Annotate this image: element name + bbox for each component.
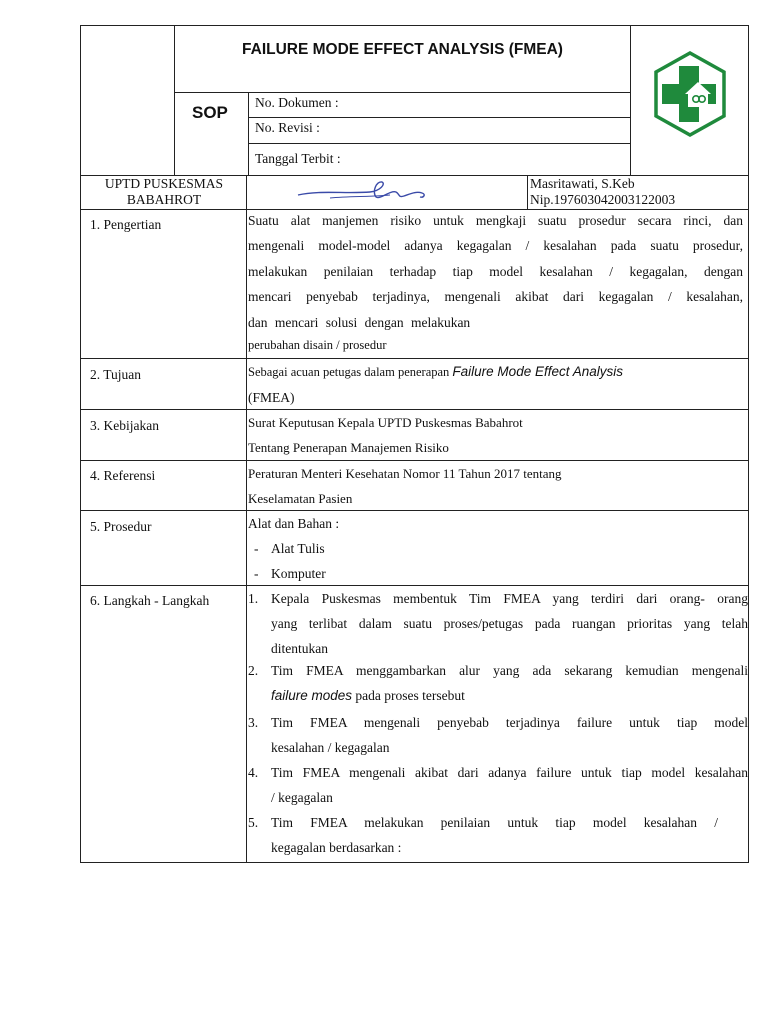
list-item	[248, 561, 339, 586]
tujuan-line-2: (FMEA)	[248, 390, 295, 405]
step-2-line-1: Tim FMEA menggambarkan alur yang ada sekarang kemudian mengenali	[271, 663, 748, 678]
step-text	[271, 810, 718, 860]
doc-number-label: No. Dokumen :	[255, 95, 339, 110]
issue-date-label: Tanggal Terbit :	[255, 151, 341, 166]
sop-label: SOP	[192, 103, 228, 122]
signer-nip: Nip.197603042003122003	[530, 192, 676, 207]
referensi-line-2: Keselamatan Pasien	[248, 491, 353, 506]
signer-info	[530, 176, 675, 208]
organization-line-2: BABAHROT	[126, 192, 202, 207]
step-number: 5.	[248, 815, 259, 830]
step-3-line-1: Tim FMEA mengenali penyebab terjadinya failure untuk tiap model	[271, 715, 748, 730]
step-4-line-2: / kegagalan	[271, 790, 333, 806]
section-label-prosedur: 5. Prosedur	[90, 519, 152, 534]
pengertian-text	[248, 208, 743, 358]
header-hline-2	[248, 117, 631, 118]
prosedur-text	[248, 511, 339, 586]
step-2	[248, 658, 748, 710]
step-number: 2.	[248, 663, 259, 678]
org-divider-2	[527, 175, 528, 210]
header-divider-2	[630, 25, 631, 175]
pengertian-line-2: mengenali model-model adanya kegagalan / kesalahan pada suatu prosedur,	[248, 238, 743, 254]
step-5	[248, 810, 748, 862]
step-1-line-1: Kepala Puskesmas membentuk Tim FMEA yang terdiri dari orang- orang	[271, 591, 748, 606]
table-border-right	[748, 25, 749, 863]
signer-name: Masritawati, S.Keb	[530, 176, 635, 191]
pengertian-line-6: perubahan disain / prosedur	[248, 338, 387, 353]
step-text	[271, 760, 748, 810]
step-text	[271, 658, 748, 708]
pengertian-line-1: Suatu alat manjemen risiko untuk mengkaji suatu prosedur secara rinci, dan	[248, 213, 743, 228]
step-1-line-2: yang terlibat dalam suatu proses/petugas pada ruangan prioritas yang telah	[271, 616, 748, 632]
prosedur-item-1: Alat Tulis	[271, 541, 325, 556]
organization-name	[82, 176, 246, 208]
document-title: FAILURE MODE EFFECT ANALYSIS (FMEA)	[242, 41, 563, 58]
tujuan-fmea-italic: Failure Mode Effect Analysis	[452, 364, 623, 379]
step-number: 3.	[248, 715, 259, 730]
step-5-line-2: kegagalan berdasarkan :	[271, 840, 402, 856]
pengertian-line-5: dan mencari solusi dengan melakukan	[248, 314, 471, 330]
tujuan-prefix: Sebagai acuan petugas dalam penerapan	[248, 365, 450, 379]
referensi-line-1: Peraturan Menteri Kesehatan Nomor 11 Tahun 2017 tentang	[248, 466, 562, 481]
step-number: 4.	[248, 765, 259, 780]
revision-label: No. Revisi :	[255, 120, 320, 135]
step-1-line-3: ditentukan	[271, 641, 328, 657]
body-column-divider	[246, 209, 247, 863]
step-3	[248, 710, 748, 762]
step-1	[248, 586, 748, 662]
step-text	[271, 586, 748, 662]
step-5-line-1: Tim FMEA melakukan penilaian untuk tiap model kesalahan /	[271, 815, 718, 830]
section-label-langkah: 6. Langkah - Langkah	[90, 593, 210, 608]
step-4	[248, 760, 748, 812]
bullet-dash: -	[254, 566, 259, 581]
kebijakan-text	[248, 410, 523, 460]
section-label-pengertian: 1. Pengertian	[90, 217, 162, 232]
section-label-tujuan: 2. Tujuan	[90, 367, 142, 382]
org-divider-1	[246, 175, 247, 210]
prosedur-intro: Alat dan Bahan :	[248, 516, 340, 531]
step-4-line-1: Tim FMEA mengenali akibat dari adanya failure untuk tiap model kesalahan	[271, 765, 748, 780]
list-item	[248, 536, 339, 561]
step-2-italic: failure modes	[271, 688, 353, 704]
table-border-top	[80, 25, 749, 26]
header-divider-3	[248, 92, 249, 175]
step-2-rest: pada proses tersebut	[352, 688, 465, 704]
referensi-text	[248, 461, 562, 511]
pengertian-line-3: melakukan penilaian terhadap tiap model kesalahan / kegagalan, dengan	[248, 263, 743, 279]
step-3-line-2: kesalahan / kegagalan	[271, 740, 390, 756]
table-border-left	[80, 25, 81, 863]
tujuan-text	[248, 359, 746, 410]
kebijakan-line-2: Tentang Penerapan Manajemen Risiko	[248, 440, 449, 455]
pengertian-line-4: mencari penyebab terjadinya, mengenali akibat dari kegagalan / kesalahan,	[248, 289, 743, 305]
organization-line-1: UPTD PUSKESMAS	[104, 176, 224, 191]
step-number: 1.	[248, 591, 259, 606]
tujuan-line-1	[248, 359, 746, 385]
step-2-line-2	[271, 683, 748, 708]
section-label-kebijakan: 3. Kebijakan	[90, 418, 159, 433]
header-hline-1	[174, 92, 631, 93]
prosedur-item-2: Komputer	[271, 566, 326, 581]
header-hline-3	[248, 143, 631, 144]
section-label-referensi: 4. Referensi	[90, 468, 156, 483]
puskesmas-logo-icon	[652, 50, 728, 138]
kebijakan-line-1: Surat Keputusan Kepala UPTD Puskesmas Babahrot	[248, 415, 523, 430]
bullet-dash: -	[254, 541, 259, 556]
step-text	[271, 710, 748, 760]
signature-icon	[290, 178, 440, 208]
table-border-bottom	[80, 862, 749, 863]
